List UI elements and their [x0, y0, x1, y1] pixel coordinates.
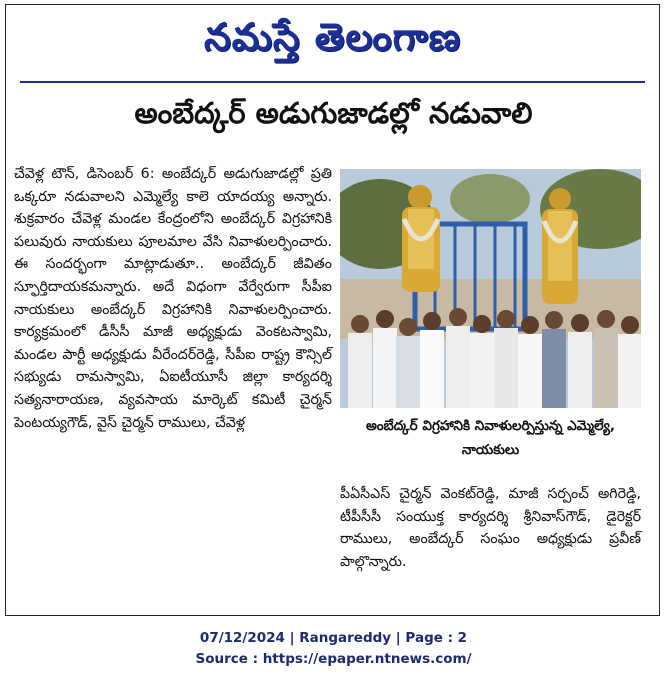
article-body-right [340, 483, 641, 573]
body-paragraph-right: పీఏసీఎస్ చైర్మన్ వెంకట్‌రెడ్డి, మాజీ సర్పంచ్ అగిరెడ్డి, టీపీసీసీ సంయుక్త కార్యదర్శి శ్రీనివాస్‌గౌడ్, డైరెక్టర్ రాములు, అంబేద్కర్ సంఘం అధ్యక్షుడు ప్రవీణ్ పాల్గొన్నారు. [340, 486, 641, 570]
page-footer [0, 628, 667, 670]
article-photo [340, 169, 641, 408]
article-body-left [14, 163, 332, 434]
photo-caption: అంబేద్కర్ విగ్రహానికి నివాళులర్పిస్తున్న ఎమ్మెల్యే, నాయకులు [365, 418, 616, 458]
footer-date-edition: 07/12/2024 | Rangareddy | Page : 2 [199, 630, 468, 646]
footer-source-link[interactable]: Source : https://epaper.ntnews.com/ [195, 651, 472, 667]
newspaper-title: నమస్తే తెలంగాణ [204, 13, 461, 59]
masthead [6, 5, 659, 77]
body-paragraph-left: చేవెళ్ల టౌన్, డిసెంబర్ 6: అంబేద్కర్ అడుగుజాడల్లో ప్రతి ఒక్కరూ నడువాలని ఎమ్మెల్యే కాలె యాదయ్య అన్నారు. శుక్రవారం చేవెళ్ల మండల కేంద్రంలోని అంబేద్కర్ విగ్రహానికి పలువురు నాయకులు పూలమాల వేసి నివాళులర్పించారు. ఈ సందర్భంగా మాట్లాడుతూ.. అంబేద్కర్ జీవితం స్ఫూర్తిదాయకమన్నారు. అదే విధంగా వేర్వేరుగా సీపీఐ నాయకులు అంబేద్కర్ విగ్రహానికి నివాళులర్పించారు. కార్యక్రమంలో డీసీసీ మాజీ అధ్యక్షుడు వెంకటస్వామి, మండల పార్టీ అధ్యక్షుడు వీరేందర్‌రెడ్డి, సీపీఐ రాష్ట్ర కౌన్సిల్ సభ్యుడు రామస్వామి, ఏఐటీయూసీ జిల్లా కార్యదర్శి సత్యనారాయణ, వ్యవసాయ మార్కెట్ కమిటీ చైర్మన్ పెంటయ్యగౌడ్, వైస్ చైర్మన్ రాములు, చేవెళ్ల [14, 166, 332, 431]
masthead-divider [20, 81, 645, 83]
article-headline: అంబేద్కర్ అడుగుజాడల్లో నడువాలి [134, 96, 533, 130]
statue-tribute-photo [340, 169, 641, 408]
